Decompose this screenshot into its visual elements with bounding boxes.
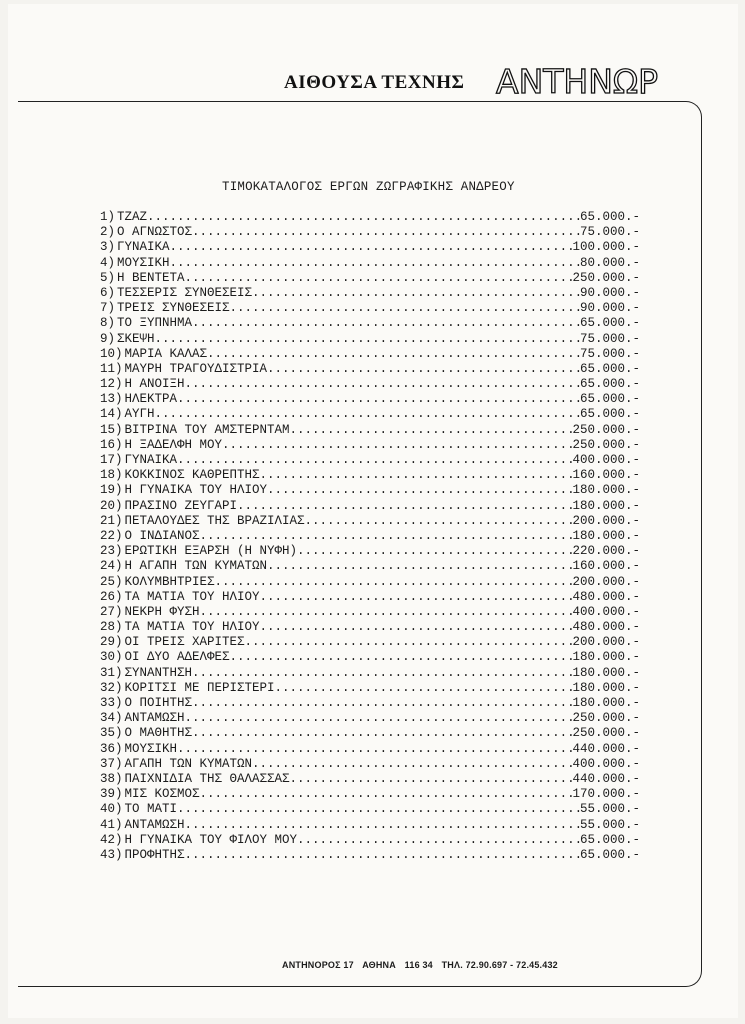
list-item bbox=[100, 423, 660, 438]
item-number: 15) bbox=[100, 422, 123, 437]
item-price: 400.000.- bbox=[572, 453, 640, 467]
item-title: ΗΛΕΚΤΡΑ bbox=[124, 392, 178, 407]
item-price: 55.000.- bbox=[579, 817, 640, 832]
leader-dots bbox=[267, 559, 572, 574]
list-item bbox=[100, 347, 660, 362]
item-price: 180.000.- bbox=[572, 696, 640, 710]
item-price: 440.000.- bbox=[572, 741, 640, 756]
leader-dots bbox=[192, 666, 572, 681]
list-item bbox=[100, 681, 660, 696]
item-number: 34) bbox=[100, 711, 123, 726]
item-number: 35) bbox=[100, 726, 123, 741]
list-item bbox=[100, 392, 660, 407]
leader-dots bbox=[177, 392, 580, 407]
list-item bbox=[100, 271, 660, 286]
item-number: 6) bbox=[100, 285, 116, 300]
item-number: 23) bbox=[100, 544, 123, 559]
item-title: ΤΑ ΜΑΤΙΑ ΤΟΥ ΗΛΙΟΥ bbox=[124, 589, 260, 604]
leader-dots bbox=[215, 575, 573, 590]
leader-dots bbox=[185, 377, 580, 392]
item-title: ΑΓΑΠΗ ΤΩΝ ΚΥΜΑΤΩΝ bbox=[124, 756, 253, 771]
item-number: 21) bbox=[100, 513, 123, 528]
footer-street: ΑΝΤΗΝΟΡΟΣ 17 bbox=[282, 960, 354, 970]
leader-dots bbox=[185, 818, 580, 833]
item-title: ΤΟ ΞΥΠΝΗΜΑ bbox=[117, 316, 193, 331]
leader-dots bbox=[185, 271, 573, 286]
item-number: 31) bbox=[100, 665, 123, 680]
item-number: 37) bbox=[100, 756, 123, 771]
leader-dots bbox=[192, 696, 572, 711]
item-price: 65.000.- bbox=[579, 392, 640, 407]
list-item bbox=[100, 772, 660, 787]
item-price: 180.000.- bbox=[572, 665, 640, 680]
leader-dots bbox=[237, 499, 572, 514]
item-number: 32) bbox=[100, 680, 123, 695]
item-price: 160.000.- bbox=[572, 559, 640, 574]
item-price: 180.000.- bbox=[572, 483, 640, 498]
item-number: 28) bbox=[100, 620, 123, 635]
item-title: ΑΝΤΑΜΩΣΗ bbox=[124, 711, 185, 726]
item-number: 30) bbox=[100, 650, 123, 665]
item-number: 19) bbox=[100, 483, 123, 498]
item-title: Η ΑΝΟΙΞΗ bbox=[124, 377, 185, 392]
list-item bbox=[100, 711, 660, 726]
item-title: ΜΟΥΣΙΚΗ bbox=[117, 255, 170, 270]
item-title: ΠΡΑΣΙΝΟ ΖΕΥΓΑΡΙ bbox=[124, 498, 238, 513]
leader-dots bbox=[185, 848, 580, 863]
item-number: 8) bbox=[100, 316, 116, 331]
list-item bbox=[100, 483, 660, 498]
item-title: ΣΚΕΨΗ bbox=[117, 331, 155, 346]
leader-dots bbox=[155, 407, 580, 422]
item-price: 55.000.- bbox=[579, 802, 640, 817]
list-item bbox=[100, 742, 660, 757]
item-price: 65.000.- bbox=[579, 210, 640, 224]
item-price: 200.000.- bbox=[572, 513, 640, 528]
item-title: ΓΥΝΑΙΚΑ bbox=[124, 453, 178, 467]
item-price: 75.000.- bbox=[579, 346, 640, 361]
footer-postcode: 116 34 bbox=[404, 960, 433, 970]
item-price: 250.000.- bbox=[572, 270, 640, 285]
item-price: 440.000.- bbox=[572, 771, 640, 786]
item-price: 400.000.- bbox=[572, 604, 640, 619]
item-number: 4) bbox=[100, 255, 116, 270]
item-title: Ο ΜΑΘΗΤΗΣ bbox=[124, 726, 193, 741]
list-item bbox=[100, 316, 660, 331]
leader-dots bbox=[245, 635, 573, 650]
list-item bbox=[100, 332, 660, 347]
item-price: 80.000.- bbox=[579, 255, 640, 270]
item-title: ΕΡΩΤΙΚΗ ΕΞΑΡΣΗ (Η ΝΥΦΗ) bbox=[124, 544, 298, 559]
item-title: ΝΕΚΡΗ ΦΥΣΗ bbox=[124, 604, 200, 619]
leader-dots bbox=[230, 650, 573, 665]
list-item bbox=[100, 286, 660, 301]
item-number: 12) bbox=[100, 377, 123, 392]
leader-dots bbox=[200, 529, 573, 544]
item-title: ΜΙΣ ΚΟΣΜΟΣ bbox=[124, 787, 200, 802]
item-price: 180.000.- bbox=[572, 680, 640, 695]
list-item bbox=[100, 802, 660, 817]
list-item bbox=[100, 620, 660, 635]
gallery-name: ΑΙΘΟΥΣΑ ΤΕΧΝΗΣ bbox=[284, 72, 465, 93]
item-title: ΟΙ ΤΡΕΙΣ ΧΑΡΙΤΕΣ bbox=[124, 635, 245, 650]
leader-dots bbox=[252, 286, 580, 301]
item-price: 75.000.- bbox=[579, 331, 640, 346]
item-title: ΤΡΕΙΣ ΣΥΝΘΕΣΕΙΣ bbox=[117, 301, 230, 316]
item-number: 42) bbox=[100, 832, 123, 847]
list-item bbox=[100, 575, 660, 590]
item-number: 22) bbox=[100, 528, 123, 543]
leader-dots bbox=[177, 802, 580, 817]
item-title: ΤΕΣΣΕΡΙΣ ΣΥΝΘΕΣΕΙΣ bbox=[117, 285, 253, 300]
item-title: Η ΓΥΝΑΙΚΑ ΤΟΥ ΗΛΙΟΥ bbox=[124, 483, 268, 498]
footer-phones: ΤΗΛ. 72.90.697 - 72.45.432 bbox=[441, 960, 558, 970]
item-title: ΠΕΤΑΛΟΥΔΕΣ ΤΗΣ ΒΡΑΖΙΛΙΑΣ bbox=[124, 513, 305, 528]
list-item bbox=[100, 833, 660, 848]
item-title: ΑΝΤΑΜΩΣΗ bbox=[124, 817, 185, 832]
list-item bbox=[100, 453, 660, 468]
leader-dots bbox=[200, 787, 573, 802]
item-price: 90.000.- bbox=[579, 285, 640, 300]
list-item bbox=[100, 696, 660, 711]
item-price: 100.000.- bbox=[572, 240, 640, 255]
item-price: 480.000.- bbox=[572, 589, 640, 604]
list-item bbox=[100, 650, 660, 665]
list-item bbox=[100, 848, 660, 863]
item-price: 250.000.- bbox=[572, 726, 640, 741]
leader-dots bbox=[207, 347, 580, 362]
item-title: ΓΥΝΑΙΚΑ bbox=[117, 240, 170, 255]
leader-dots bbox=[155, 332, 580, 347]
item-title: ΜΑΥΡΗ ΤΡΑΓΟΥΔΙΣΤΡΙΑ bbox=[124, 361, 268, 376]
leader-dots bbox=[222, 438, 572, 453]
item-title: Η ΞΑΔΕΛΦΗ ΜΟΥ bbox=[124, 437, 223, 452]
item-title: ΤΟ ΜΑΤΙ bbox=[124, 802, 178, 817]
item-number: 40) bbox=[100, 802, 123, 817]
item-price: 480.000.- bbox=[572, 620, 640, 635]
leader-dots bbox=[260, 620, 573, 635]
item-number: 24) bbox=[100, 559, 123, 574]
item-price: 220.000.- bbox=[572, 544, 640, 559]
item-number: 26) bbox=[100, 589, 123, 604]
list-item bbox=[100, 787, 660, 802]
item-number: 14) bbox=[100, 407, 123, 422]
item-price: 170.000.- bbox=[572, 787, 640, 802]
item-title: ΠΡΟΦΗΤΗΣ bbox=[124, 847, 185, 862]
leader-dots bbox=[290, 423, 573, 438]
item-number: 1) bbox=[100, 210, 116, 224]
item-title: ΚΟΛΥΜΒΗΤΡΙΕΣ bbox=[124, 574, 215, 589]
list-item bbox=[100, 590, 660, 605]
item-title: ΑΥΓΗ bbox=[124, 407, 155, 422]
item-title: Ο ΙΝΔΙΑΝΟΣ bbox=[124, 528, 200, 543]
item-number: 11) bbox=[100, 361, 123, 376]
item-number: 20) bbox=[100, 498, 123, 513]
leader-dots bbox=[260, 468, 573, 483]
list-item bbox=[100, 757, 660, 772]
item-number: 10) bbox=[100, 346, 123, 361]
leader-dots bbox=[305, 514, 573, 529]
page-title: ΤΙΜΟΚΑΤΑΛΟΓΟΣ ΕΡΓΩΝ ΖΩΓΡΑΦΙΚΗΣ ΑΝΔΡΕΟΥ bbox=[222, 180, 515, 194]
list-item bbox=[100, 301, 660, 316]
leader-dots bbox=[147, 210, 580, 225]
list-item bbox=[100, 377, 660, 392]
item-title: Η ΒΕΝΤΕΤΑ bbox=[117, 270, 185, 285]
item-title: ΜΟΥΣΙΚΗ bbox=[124, 741, 178, 756]
item-number: 17) bbox=[100, 453, 123, 467]
item-number: 2) bbox=[100, 225, 116, 240]
item-number: 27) bbox=[100, 604, 123, 619]
item-price: 200.000.- bbox=[572, 574, 640, 589]
item-price: 90.000.- bbox=[579, 301, 640, 316]
item-price: 65.000.- bbox=[579, 377, 640, 392]
item-number: 41) bbox=[100, 817, 123, 832]
item-number: 36) bbox=[100, 741, 123, 756]
item-title: ΟΙ ΔΥΟ ΑΔΕΛΦΕΣ bbox=[124, 650, 230, 665]
list-item bbox=[100, 468, 660, 483]
item-number: 13) bbox=[100, 392, 123, 407]
item-number: 5) bbox=[100, 270, 116, 285]
gallery-logo: ΑΝΤΗΝΩΡ bbox=[496, 62, 659, 101]
leader-dots bbox=[230, 301, 580, 316]
list-item bbox=[100, 818, 660, 833]
list-item bbox=[100, 438, 660, 453]
footer-address bbox=[282, 960, 564, 970]
item-title: ΣΥΝΑΝΤΗΣΗ bbox=[124, 665, 193, 680]
item-number: 9) bbox=[100, 331, 116, 346]
item-price: 250.000.- bbox=[572, 711, 640, 726]
item-price: 65.000.- bbox=[579, 832, 640, 847]
item-price: 180.000.- bbox=[572, 650, 640, 665]
price-list bbox=[100, 210, 660, 863]
list-item bbox=[100, 666, 660, 681]
item-number: 25) bbox=[100, 574, 123, 589]
item-number: 33) bbox=[100, 696, 123, 710]
item-title: Ο ΑΓΝΩΣΤΟΣ bbox=[117, 225, 193, 240]
leader-dots bbox=[177, 453, 572, 468]
item-title: ΤΖΑΖ bbox=[117, 210, 148, 224]
item-number: 43) bbox=[100, 847, 123, 862]
item-price: 160.000.- bbox=[572, 468, 640, 483]
list-item bbox=[100, 407, 660, 422]
leader-dots bbox=[297, 544, 572, 559]
item-price: 250.000.- bbox=[572, 437, 640, 452]
leader-dots bbox=[297, 833, 580, 848]
list-item bbox=[100, 726, 660, 741]
list-item bbox=[100, 210, 660, 225]
item-title: ΒΙΤΡΙΝΑ ΤΟΥ ΑΜΣΤΕΡΝΤΑΜ bbox=[124, 422, 290, 437]
item-price: 400.000.- bbox=[572, 756, 640, 771]
item-number: 18) bbox=[100, 468, 123, 483]
leader-dots bbox=[252, 757, 572, 772]
leader-dots bbox=[170, 256, 580, 271]
item-number: 38) bbox=[100, 771, 123, 786]
leader-dots bbox=[185, 711, 573, 726]
item-number: 3) bbox=[100, 240, 116, 255]
item-number: 29) bbox=[100, 635, 123, 650]
leader-dots bbox=[192, 225, 580, 240]
item-title: Η ΓΥΝΑΙΚΑ ΤΟΥ ΦΙΛΟΥ ΜΟΥ bbox=[124, 832, 298, 847]
item-title: ΠΑΙΧΝΙΔΙΑ ΤΗΣ ΘΑΛΑΣΣΑΣ bbox=[124, 771, 290, 786]
leader-dots bbox=[275, 681, 573, 696]
item-number: 7) bbox=[100, 301, 116, 316]
list-item bbox=[100, 256, 660, 271]
footer-city: ΑΘΗΝΑ bbox=[362, 960, 396, 970]
leader-dots bbox=[267, 362, 580, 377]
item-title: ΤΑ ΜΑΤΙΑ ΤΟΥ ΗΛΙΟΥ bbox=[124, 620, 260, 635]
list-item bbox=[100, 362, 660, 377]
leader-dots bbox=[192, 726, 572, 741]
item-number: 16) bbox=[100, 437, 123, 452]
item-price: 75.000.- bbox=[579, 225, 640, 240]
leader-dots bbox=[260, 590, 573, 605]
item-price: 65.000.- bbox=[579, 407, 640, 422]
item-number: 39) bbox=[100, 787, 123, 802]
leader-dots bbox=[267, 483, 572, 498]
list-item bbox=[100, 544, 660, 559]
list-item bbox=[100, 559, 660, 574]
list-item bbox=[100, 225, 660, 240]
list-item bbox=[100, 635, 660, 650]
item-title: Η ΑΓΑΠΗ ΤΩΝ ΚΥΜΑΤΩΝ bbox=[124, 559, 268, 574]
item-price: 180.000.- bbox=[572, 498, 640, 513]
item-title: ΜΑΡΙΑ ΚΑΛΑΣ bbox=[124, 346, 208, 361]
list-item bbox=[100, 514, 660, 529]
leader-dots bbox=[290, 772, 573, 787]
item-price: 65.000.- bbox=[579, 361, 640, 376]
list-item bbox=[100, 529, 660, 544]
item-price: 200.000.- bbox=[572, 635, 640, 650]
leader-dots bbox=[170, 240, 573, 255]
list-item bbox=[100, 605, 660, 620]
item-price: 250.000.- bbox=[572, 422, 640, 437]
leader-dots bbox=[200, 605, 573, 620]
item-title: Ο ΠΟΙΗΤΗΣ bbox=[124, 696, 193, 710]
list-item bbox=[100, 240, 660, 255]
item-title: ΚΟΡΙΤΣΙ ΜΕ ΠΕΡΙΣΤΕΡΙ bbox=[124, 680, 275, 695]
item-price: 180.000.- bbox=[572, 528, 640, 543]
list-item bbox=[100, 499, 660, 514]
item-title: ΚΟΚΚΙΝΟΣ ΚΑΘΡΕΠΤΗΣ bbox=[124, 468, 260, 483]
item-price: 65.000.- bbox=[579, 316, 640, 331]
item-price: 65.000.- bbox=[579, 847, 640, 862]
leader-dots bbox=[192, 316, 580, 331]
leader-dots bbox=[177, 742, 572, 757]
